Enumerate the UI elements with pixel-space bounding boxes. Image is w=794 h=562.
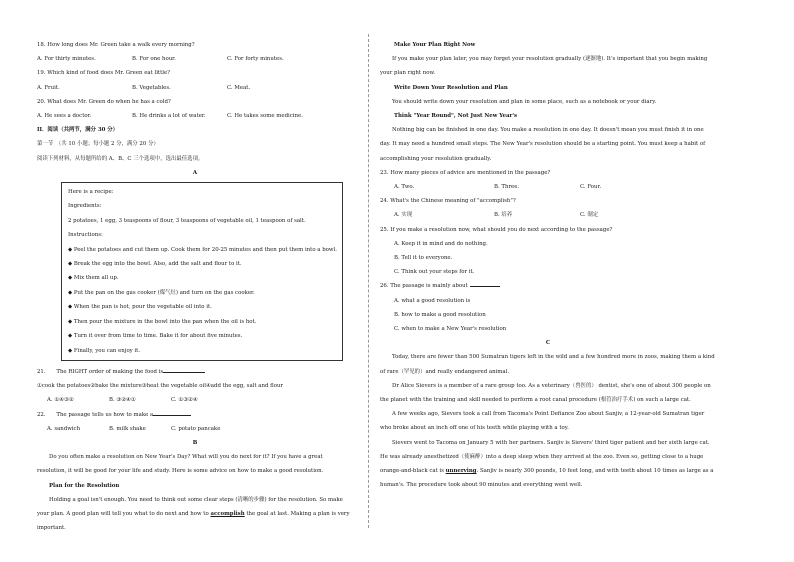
option-b: B. Three. [494, 184, 520, 191]
question-19: 19. Which kind of food does Mr. Green eat little? [37, 70, 171, 77]
option-b: B. milk shake [109, 425, 146, 432]
passage-b-paragraph: Do you often make a resolution on New Year's Day? What will you do next for it? If you have a great resolution, it will be good for your life and study. Here is some advice on how to make a good resolution. [37, 454, 324, 475]
option-b: B. how to make a good resolution [394, 311, 486, 318]
question-26 [380, 279, 716, 293]
question-25: 25. If you make a resolution now, what should you do next according to the passage? [380, 226, 613, 233]
option-b: B. 培养 [494, 212, 513, 219]
passage-c-paragraph: A few weeks ago, Sievers took a call from Tacoma's Point Defiance Zoo about Sanjiv, a 12-year-old Sumatran tiger who broke about an inch off one of his teeth while playing with a toy. [380, 411, 705, 432]
question-22 [37, 408, 353, 422]
question-26-text: 26. The passage is mainly about [380, 283, 468, 290]
answer-blank [153, 411, 191, 416]
option-a: A. what a good resolution is [394, 297, 471, 304]
part-heading: 第一节 （共 10 小题；每小题 2 分，满分 20 分） [37, 141, 159, 148]
underlined-word: accomplish [210, 510, 245, 517]
underlined-word: unnerving [445, 468, 477, 475]
question-24: 24. What's the Chinese meaning of "accomplish"? [380, 198, 516, 205]
answer-blank [470, 282, 500, 287]
option-a: A. sandwich [47, 425, 81, 432]
passage-b-paragraph [37, 493, 353, 536]
question-21-text: 21. The RIGHT order of making the food is [37, 368, 164, 375]
option-c: C. He takes some medicine. [227, 113, 303, 120]
instructions-label: Instructions: [68, 232, 103, 239]
recipe-step: ◆ Break the egg into the bowl. Also, add the salt and flour to it. [68, 261, 242, 268]
column-divider [368, 34, 369, 528]
option-b: B. Vegetables. [132, 84, 171, 91]
option-c: C. Think out your steps for it. [394, 269, 475, 276]
option-c: C. Four. [580, 184, 602, 191]
question-21 [37, 365, 353, 379]
option-a: A. Keep it in mind and do nothing. [394, 240, 488, 247]
passage-b-heading: Think "Year Round", Not Just New Year's [394, 113, 518, 120]
recipe-step: ◆ When the pan is hot, pour the vegetable oil into it. [68, 304, 212, 311]
option-a: A. ①④③② [47, 397, 74, 404]
passage-a-label: A [192, 169, 198, 176]
recipe-step: ◆ Mix them all up. [68, 275, 119, 282]
option-c: C. For forty minutes. [227, 56, 284, 63]
recipe-step: ◆ Put the pan on the gas cooker (煤气灶) and turn on the gas cooker. [68, 289, 255, 296]
recipe-box [61, 182, 343, 361]
passage-b-heading: Write Down Your Resolution and Plan [394, 84, 508, 91]
option-b: B. For one hour. [132, 56, 176, 63]
question-21-steps: ①cook the potatoes②bake the mixture③heat the vegetable oil④add the egg, salt and flour [37, 383, 284, 390]
option-a: A. Fruit. [37, 84, 60, 91]
option-c: C. ①③②④ [171, 397, 198, 404]
option-a: A. 实现 [394, 212, 413, 219]
question-21-options [37, 393, 353, 407]
ingredients-label: Ingredients: [68, 203, 102, 210]
option-a: A. For thirty minutes. [37, 56, 96, 63]
question-19-options [37, 81, 353, 95]
option-a: A. He sees a doctor. [37, 113, 92, 120]
option-b: B. ③②④① [109, 397, 136, 404]
passage-c-label: C [545, 340, 551, 347]
option-c: C. 制定 [580, 212, 599, 219]
section-heading: II．阅读（共两节，满分 30 分） [37, 127, 118, 134]
option-c: C. when to make a New Year's resolution [394, 326, 507, 333]
question-23-options [380, 180, 716, 194]
question-20-options [37, 109, 353, 123]
option-c: C. potato pancake [171, 425, 221, 432]
option-b: B. He drinks a lot of water. [132, 113, 206, 120]
passage-c-paragraph: Today, there are fewer than 500 Sumatran tigers left in the wild and a few hundred more in zoos, making them a kind of rare（罕见的）and really endangered animal. [380, 354, 715, 375]
passage-b-heading: Plan for the Resolution [49, 482, 120, 489]
recipe-intro: Here is a recipe: [68, 189, 114, 196]
question-22-text: 22. The passage tells us how to make a [37, 411, 154, 418]
passage-b-paragraph: You should write down your resolution and plan in some place, such as a notebook or your diary. [392, 98, 657, 105]
question-18-options [37, 52, 353, 66]
passage-c-paragraph [380, 436, 716, 493]
recipe-step: ◆ Then pour the mixture in the bowl into the pan when the oil is hot. [68, 318, 257, 325]
recipe-step: ◆ Finally, you can enjoy it. [68, 347, 141, 354]
recipe-step: ◆ Turn it over from time to time. Bake it for about five minutes. [68, 333, 243, 340]
question-22-options [37, 422, 353, 436]
paragraph-text: Holding a goal isn't enough. You need to think out some clear steps (清晰的步骤) for the resolution. So make your plan. A good plan will tell you what to do next and how to [37, 496, 343, 517]
paragraph-text: . Sanjiv is nearly 300 pounds, 10 feet long, and with teeth about 10 times as large as a human's. The procedure took about 90 minutes and everything went well. [380, 468, 714, 489]
paragraph-text: the goal at last. Making a plan is very important. [37, 510, 350, 532]
left-column [37, 38, 353, 535]
question-24-options [380, 208, 716, 222]
section-instruction: 阅读下列材料，从每题所给的 A、B、C 三个选项中，选出最佳选项。 [37, 155, 204, 162]
question-20: 20. What does Mr. Green do when he has a cold? [37, 98, 171, 105]
option-a: A. Two. [394, 184, 415, 191]
passage-b-paragraph: If you make your plan later, you may forget your resolution gradually (逐渐地). It's important that you begin making your plan right now. [380, 56, 708, 77]
recipe-step: ◆ Peel the potatoes and cut them up. Cook them for 20-25 minutes and then put them into a bowl. [68, 246, 337, 253]
option-c: C. Meat. [227, 84, 251, 91]
answer-blank [163, 368, 205, 373]
question-18: 18. How long does Mr. Green take a walk every morning? [37, 42, 195, 48]
paragraph-text: Sievers went to Tacoma on January 5 with her partners. Sanjiv is Sievers' third tiger patient and her sixth large cat. He was already anesthetized（使麻醉）into a deep sleep when they arrived at the zoo. Even so, getting close to a huge orange-and-black cat is [380, 439, 710, 475]
passage-b-heading: Make Your Plan Right Now [394, 42, 476, 48]
ingredients-list: 2 potatoes, 1 egg, 3 teaspoons of flour, 3 teaspoons of vegetable oil, 1 teaspoon of salt. [68, 217, 306, 224]
passage-b-paragraph: Nothing big can be finished in one day. You make a resolution in one day. It doesn't mean you must finish it in one day. It may need a hundred small steps. The New Year's resolution should be a starting point. You must keep a habit of accomplishing your resolution gradually. [380, 127, 706, 162]
passage-b-label: B [192, 439, 198, 446]
question-23: 23. How many pieces of advice are mentioned in the passage? [380, 169, 551, 176]
passage-c-paragraph: Dr Alice Sievers is a member of a rare group too. As a veterinary（兽医的） dentist, she's one of about 300 people on the planet with the training and skill needed to perform a root canal procedure (根管治疗手术) on such a large cat. [380, 382, 711, 404]
option-b: B. Tell it to everyone. [394, 255, 453, 262]
right-column [380, 38, 716, 493]
